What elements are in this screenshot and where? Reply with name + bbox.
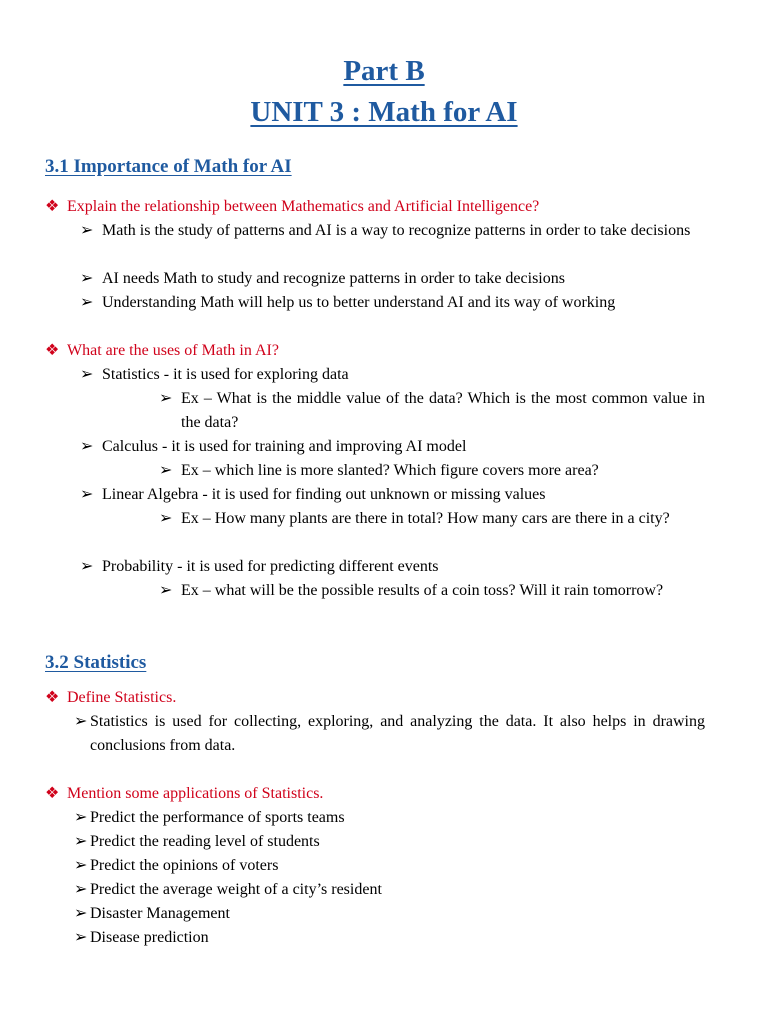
arrow-bullet-icon: ➢: [74, 809, 88, 826]
question-define-statistics: [45, 686, 176, 710]
list-item-text: Understanding Math will help us to better understand AI and its way of working: [102, 294, 616, 311]
list-item-text: Predict the average weight of a city’s resident: [90, 881, 382, 898]
list-item: [74, 878, 705, 902]
list-item-text: Statistics - it is used for exploring data: [102, 366, 349, 383]
list-item-text: Calculus - it is used for training and improving AI model: [102, 438, 467, 455]
list-item-text: Predict the performance of sports teams: [90, 809, 345, 826]
arrow-bullet-icon: ➢: [159, 510, 173, 527]
arrow-bullet-icon: ➢: [74, 833, 88, 850]
list-item-text: Linear Algebra - it is used for finding out unknown or missing values: [102, 486, 546, 503]
example-item: [159, 387, 705, 435]
arrow-bullet-icon: ➢: [74, 881, 88, 898]
arrow-bullet-icon: ➢: [159, 462, 173, 479]
example-item: [159, 579, 705, 603]
list-item-text: AI needs Math to study and recognize patterns in order to take decisions: [102, 270, 565, 287]
list-item: [74, 902, 705, 926]
question-text: Define Statistics.: [67, 689, 177, 706]
list-item-text: Probability - it is used for predicting different events: [102, 558, 439, 575]
part-title: Part B: [343, 55, 425, 87]
arrow-bullet-icon: ➢: [80, 558, 94, 575]
list-item: [74, 710, 705, 758]
list-item: [80, 483, 705, 507]
arrow-bullet-icon: ➢: [80, 270, 94, 287]
example-text: Ex – What is the middle value of the data? Which is the most common value in the data?: [181, 390, 705, 431]
diamond-bullet-icon: ❖: [45, 785, 60, 802]
list-item-text: Predict the reading level of students: [90, 833, 320, 850]
arrow-bullet-icon: ➢: [80, 486, 94, 503]
arrow-bullet-icon: ➢: [159, 390, 173, 407]
question-uses: [45, 339, 279, 363]
section-heading-importance: 3.1 Importance of Math for AI: [45, 156, 292, 177]
list-item-text: Disease prediction: [90, 929, 209, 946]
list-item-text: Predict the opinions of voters: [90, 857, 279, 874]
arrow-bullet-icon: ➢: [74, 905, 88, 922]
example-text: Ex – which line is more slanted? Which figure covers more area?: [181, 462, 599, 479]
arrow-bullet-icon: ➢: [74, 713, 88, 730]
list-item: [74, 854, 705, 878]
arrow-bullet-icon: ➢: [80, 222, 94, 239]
section-heading-statistics: 3.2 Statistics: [45, 652, 147, 673]
question-relationship: [45, 195, 539, 219]
list-item: [80, 267, 705, 291]
question-text: Explain the relationship between Mathematics and Artificial Intelligence?: [67, 198, 540, 215]
list-item: [74, 830, 705, 854]
list-item: [74, 806, 705, 830]
question-applications: [45, 782, 323, 806]
list-item: [80, 555, 705, 579]
example-item: [159, 507, 705, 531]
example-item: [159, 459, 705, 483]
question-text: Mention some applications of Statistics.: [67, 785, 324, 802]
question-text: What are the uses of Math in AI?: [67, 342, 279, 359]
list-item: [80, 435, 705, 459]
arrow-bullet-icon: ➢: [74, 857, 88, 874]
unit-title: UNIT 3 : Math for AI: [250, 96, 518, 128]
list-item: [74, 926, 705, 950]
arrow-bullet-icon: ➢: [74, 929, 88, 946]
arrow-bullet-icon: ➢: [80, 366, 94, 383]
list-item-text: Disaster Management: [90, 905, 230, 922]
example-text: Ex – what will be the possible results of a coin toss? Will it rain tomorrow?: [181, 582, 664, 599]
arrow-bullet-icon: ➢: [159, 582, 173, 599]
list-item: [80, 363, 705, 387]
list-item: [80, 291, 705, 315]
list-item-text: Statistics is used for collecting, exploring, and analyzing the data. It also helps in drawing conclusions from data.: [90, 713, 705, 754]
diamond-bullet-icon: ❖: [45, 689, 60, 706]
diamond-bullet-icon: ❖: [45, 342, 60, 359]
arrow-bullet-icon: ➢: [80, 294, 94, 311]
example-text: Ex – How many plants are there in total? How many cars are there in a city?: [181, 510, 670, 527]
list-item: [80, 219, 705, 243]
list-item-text: Math is the study of patterns and AI is a way to recognize patterns in order to take decisions: [102, 222, 691, 239]
arrow-bullet-icon: ➢: [80, 438, 94, 455]
diamond-bullet-icon: ❖: [45, 198, 60, 215]
